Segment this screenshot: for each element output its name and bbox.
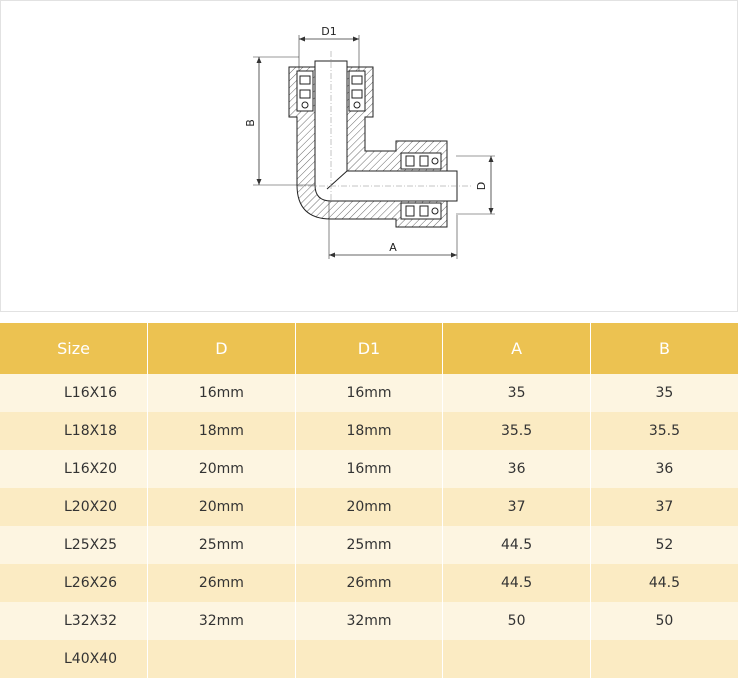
table-row [0, 640, 738, 678]
cell-b: 37 [590, 488, 738, 526]
cell-d: 20mm [148, 488, 296, 526]
cell-a: 44.5 [443, 564, 591, 602]
cell-d1: 16mm [295, 450, 443, 488]
cell-b: 50 [590, 602, 738, 640]
label-b: B [244, 119, 257, 127]
label-d: D [475, 181, 488, 191]
cell-b: 35.5 [590, 412, 738, 450]
label-a: A [389, 241, 397, 254]
cell-d1 [295, 640, 443, 678]
cell-d1: 16mm [295, 374, 443, 412]
technical-drawing-panel [0, 0, 738, 312]
table-row [0, 602, 738, 640]
header-b: B [590, 323, 738, 374]
cell-d1: 18mm [295, 412, 443, 450]
label-d1: D1 [321, 25, 337, 38]
table-row [0, 564, 738, 602]
table-header-row [0, 323, 738, 374]
elbow-body [289, 51, 471, 227]
spec-table [0, 323, 738, 678]
cell-a: 44.5 [443, 526, 591, 564]
table-row [0, 526, 738, 564]
header-d: D [148, 323, 296, 374]
cell-a: 35.5 [443, 412, 591, 450]
cell-b: 52 [590, 526, 738, 564]
cell-d1: 26mm [295, 564, 443, 602]
cell-d: 16mm [148, 374, 296, 412]
cell-d: 32mm [148, 602, 296, 640]
table-row [0, 450, 738, 488]
cell-a: 35 [443, 374, 591, 412]
header-size: Size [0, 323, 148, 374]
cell-size: L26X26 [0, 564, 148, 602]
cell-d1: 32mm [295, 602, 443, 640]
cell-d: 26mm [148, 564, 296, 602]
table-row [0, 374, 738, 412]
cell-size: L40X40 [0, 640, 148, 678]
cell-d1: 25mm [295, 526, 443, 564]
cell-b: 44.5 [590, 564, 738, 602]
cell-d1: 20mm [295, 488, 443, 526]
cell-a: 37 [443, 488, 591, 526]
cell-size: L20X20 [0, 488, 148, 526]
cell-b: 36 [590, 450, 738, 488]
cell-d: 20mm [148, 450, 296, 488]
cell-size: L16X20 [0, 450, 148, 488]
elbow-fitting-drawing [1, 1, 737, 311]
cell-a: 36 [443, 450, 591, 488]
cell-d: 18mm [148, 412, 296, 450]
cell-size: L32X32 [0, 602, 148, 640]
cell-size: L18X18 [0, 412, 148, 450]
cell-size: L25X25 [0, 526, 148, 564]
cell-a: 50 [443, 602, 591, 640]
table-row [0, 412, 738, 450]
table-row [0, 488, 738, 526]
dimension-d [456, 156, 495, 214]
cell-d [148, 640, 296, 678]
cell-b [590, 640, 738, 678]
header-a: A [443, 323, 591, 374]
cell-b: 35 [590, 374, 738, 412]
cell-size: L16X16 [0, 374, 148, 412]
cell-d: 25mm [148, 526, 296, 564]
header-d1: D1 [295, 323, 443, 374]
cell-a [443, 640, 591, 678]
